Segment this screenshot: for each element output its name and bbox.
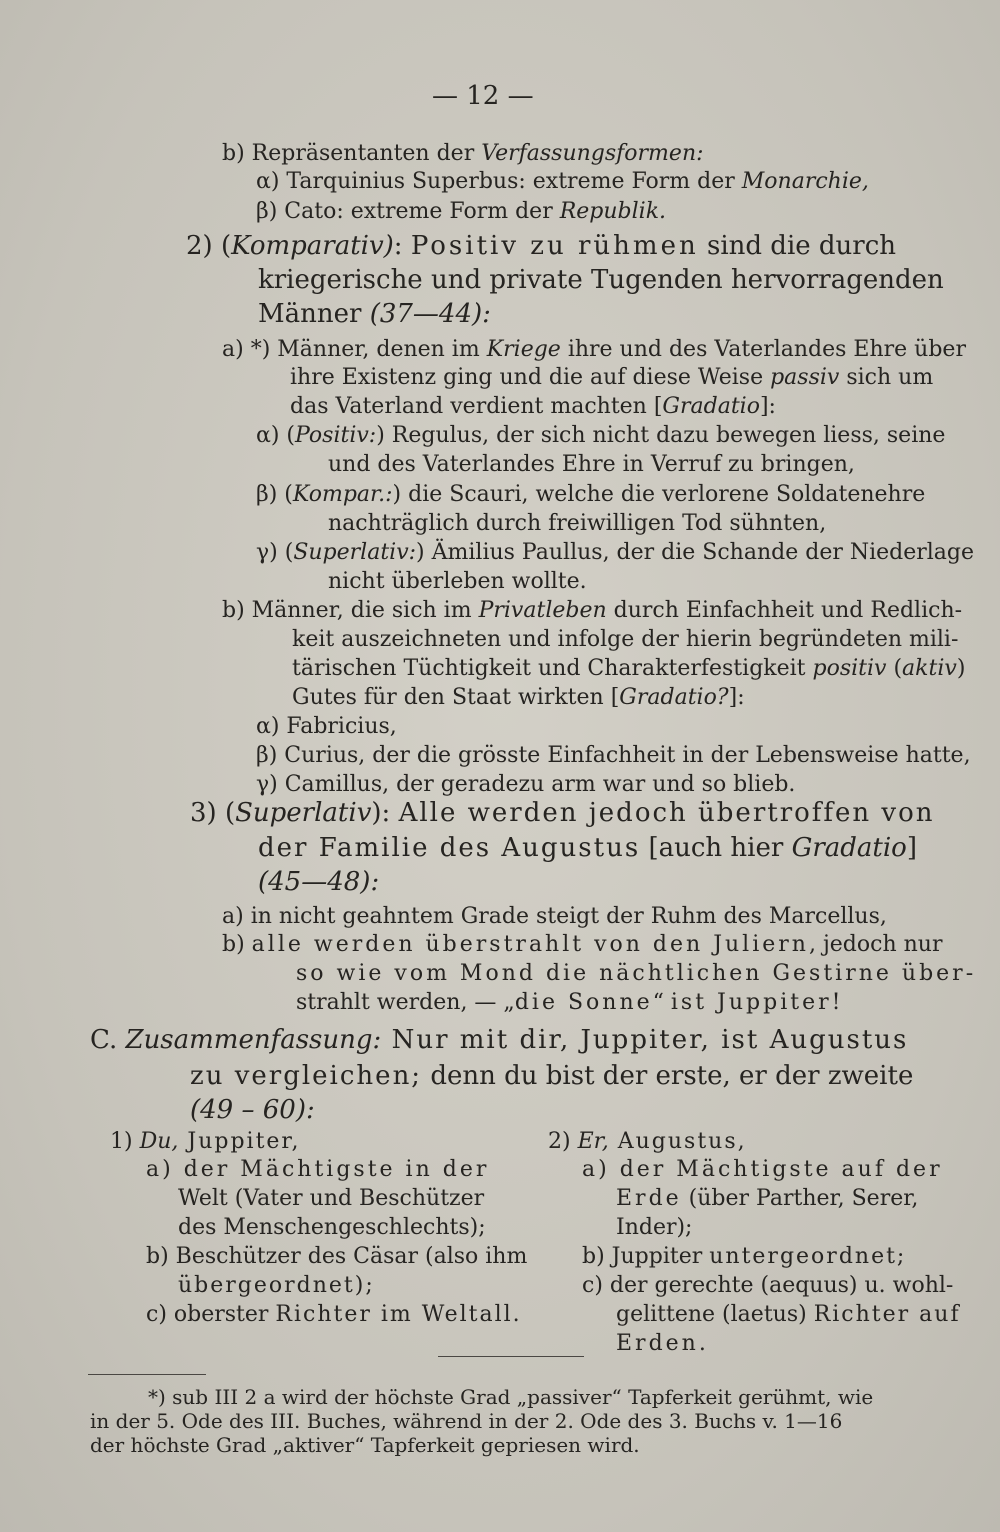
text-line: b) Juppiter untergeordnet; (582, 1244, 907, 1269)
column-end-rule (438, 1356, 584, 1357)
text-line: gelittene (laetus) Richter auf (616, 1302, 961, 1327)
text-line: b) Repräsentanten der Verfassungsformen: (222, 141, 704, 166)
text-line: c) oberster Richter im Weltall. (146, 1302, 522, 1327)
text-line: β) Cato: extreme Form der Republik. (256, 199, 667, 224)
text-line: Inder); (616, 1215, 693, 1240)
text-line: b) Beschützer des Cäsar (also ihm (146, 1244, 528, 1269)
text-line: α) Fabricius, (256, 714, 397, 739)
text-line: der Familie des Augustus [auch hier Gradatio] (258, 833, 917, 863)
footnote: *) sub III 2 a wird der höchste Grad „passiver“ Tapferkeit gerühmt, wie (148, 1385, 874, 1409)
text-line: a) der Mächtigste in der (146, 1157, 490, 1182)
text-line: b) Männer, die sich im Privatleben durch Einfachheit und Redlich- (222, 598, 963, 623)
text-line: ihre Existenz ging und die auf diese Weise passiv sich um (290, 365, 934, 390)
text-line: γ) Camillus, der geradezu arm war und so blieb. (256, 772, 796, 797)
text-line: tärischen Tüchtigkeit und Charakterfestigkeit positiv (aktiv) (292, 656, 966, 681)
text-line: strahlt werden, — „die Sonne“ ist Juppiter! (296, 990, 844, 1015)
text-line: zu vergleichen; denn du bist der erste, er der zweite (190, 1061, 914, 1091)
text-line: α) Tarquinius Superbus: extreme Form der Monarchie, (256, 169, 869, 194)
text-line: Männer (37—44): (258, 299, 491, 329)
text-line: β) Curius, der die grösste Einfachheit in der Lebensweise hatte, (256, 743, 971, 768)
text-line: nicht überleben wollte. (328, 569, 587, 594)
text-line: übergeordnet); (178, 1273, 375, 1298)
footnote: in der 5. Ode des III. Buches, während in der 2. Ode des 3. Buchs v. 1—16 (90, 1409, 843, 1433)
section-heading: 3) (Superlativ): Alle werden jedoch übertroffen von (190, 798, 935, 828)
text-line: c) der gerechte (aequus) u. wohl- (582, 1273, 954, 1298)
text-line: des Menschengeschlechts); (178, 1215, 486, 1240)
column-left-heading: 1) Du, Juppiter, (110, 1129, 301, 1154)
text-line: α) (Positiv:) Regulus, der sich nicht dazu bewegen liess, seine (256, 423, 946, 448)
text-line: das Vaterland verdient machten [Gradatio]: (290, 394, 776, 419)
text-line: Erden. (616, 1331, 709, 1356)
text-line: Welt (Vater und Beschützer (178, 1186, 485, 1211)
text-line: a) *) Männer, denen im Kriege ihre und des Vaterlandes Ehre über (222, 337, 966, 362)
section-heading: C. Zusammenfassung: Nur mit dir, Juppiter, ist Augustus (90, 1025, 909, 1055)
text-line: so wie vom Mond die nächtlichen Gestirne über- (296, 961, 977, 986)
text-line: (49 – 60): (190, 1095, 315, 1125)
text-line: b) alle werden überstrahlt von den Juliern, jedoch nur (222, 932, 943, 957)
column-right-heading: 2) Er, Augustus, (548, 1129, 747, 1154)
text-line: a) in nicht geahntem Grade steigt der Ruhm des Marcellus, (222, 904, 887, 929)
text-line: a) der Mächtigste auf der (582, 1157, 943, 1182)
page-number: — 12 — (432, 81, 534, 111)
text-line: keit auszeichneten und infolge der hierin begründeten mili- (292, 627, 959, 652)
text-line: Erde (über Parther, Serer, (616, 1186, 919, 1211)
footnote: der höchste Grad „aktiver“ Tapferkeit gepriesen wird. (90, 1433, 640, 1457)
text-line: Gutes für den Staat wirkten [Gradatio?]: (292, 685, 745, 710)
text-line: (45—48): (258, 867, 380, 897)
text-line: kriegerische und private Tugenden hervorragenden (258, 265, 944, 295)
text-line: nachträglich durch freiwilligen Tod sühnten, (328, 511, 827, 536)
text-line: und des Vaterlandes Ehre in Verruf zu bringen, (328, 452, 855, 477)
text-line: β) (Kompar.:) die Scauri, welche die verlorene Soldatenehre (256, 482, 926, 507)
text-line: γ) (Superlativ:) Ämilius Paullus, der die Schande der Niederlage (256, 540, 975, 565)
footnote-rule (88, 1374, 206, 1375)
section-heading: 2) (Komparativ): Positiv zu rühmen sind die durch (186, 231, 897, 261)
